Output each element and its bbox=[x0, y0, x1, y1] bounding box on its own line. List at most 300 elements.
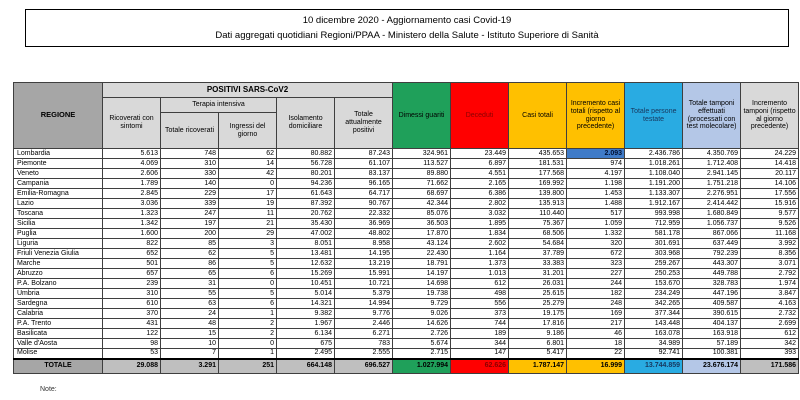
data-cell: 303.968 bbox=[625, 249, 683, 259]
total-cell: 171.586 bbox=[741, 359, 799, 374]
cell-regione: Molise bbox=[14, 349, 103, 359]
table-row bbox=[14, 229, 799, 239]
total-cell: 3.291 bbox=[161, 359, 219, 374]
data-cell: 339 bbox=[161, 199, 219, 209]
data-cell: 1.974 bbox=[741, 279, 799, 289]
data-cell: 147 bbox=[451, 349, 509, 359]
data-cell: 6.271 bbox=[335, 329, 393, 339]
data-cell: 328.783 bbox=[683, 279, 741, 289]
table-row bbox=[14, 339, 799, 349]
data-cell: 25.279 bbox=[509, 299, 567, 309]
data-cell: 2.602 bbox=[451, 239, 509, 249]
data-cell: 56.728 bbox=[277, 159, 335, 169]
data-cell: 8.051 bbox=[277, 239, 335, 249]
total-cell: 696.527 bbox=[335, 359, 393, 374]
data-cell: 4.069 bbox=[103, 159, 161, 169]
data-cell: 20.762 bbox=[277, 209, 335, 219]
data-cell: 9.026 bbox=[393, 309, 451, 319]
data-cell: 556 bbox=[451, 299, 509, 309]
data-cell: 15 bbox=[161, 329, 219, 339]
table-row bbox=[14, 159, 799, 169]
data-cell: 9.729 bbox=[393, 299, 451, 309]
table-row bbox=[14, 249, 799, 259]
data-cell: 390.615 bbox=[683, 309, 741, 319]
data-cell: 135.913 bbox=[509, 199, 567, 209]
data-cell: 163.918 bbox=[683, 329, 741, 339]
data-cell: 610 bbox=[103, 299, 161, 309]
data-cell: 2.446 bbox=[335, 319, 393, 329]
data-cell: 2.941.145 bbox=[683, 169, 741, 179]
data-cell: 33.383 bbox=[509, 259, 567, 269]
data-cell: 42.344 bbox=[393, 199, 451, 209]
data-cell: 373 bbox=[451, 309, 509, 319]
cell-regione: Emilia-Romagna bbox=[14, 189, 103, 199]
data-cell: 1.600 bbox=[103, 229, 161, 239]
data-cell: 377.344 bbox=[625, 309, 683, 319]
data-cell: 17.870 bbox=[393, 229, 451, 239]
data-cell: 748 bbox=[161, 149, 219, 159]
data-cell: 867.066 bbox=[683, 229, 741, 239]
data-cell: 19.738 bbox=[393, 289, 451, 299]
data-cell: 181.531 bbox=[509, 159, 567, 169]
data-cell: 75.367 bbox=[509, 219, 567, 229]
note-label: Note: bbox=[40, 386, 57, 393]
data-cell: 87.243 bbox=[335, 149, 393, 159]
col-header-totale-ricoverati: Totale ricoverati bbox=[161, 113, 219, 149]
col-header-tamponi: Totale tamponi effettuati (processati con test molecolare) bbox=[683, 83, 741, 149]
table-row bbox=[14, 319, 799, 329]
data-cell: 14.994 bbox=[335, 299, 393, 309]
data-cell: 9.186 bbox=[509, 329, 567, 339]
data-cell: 3.036 bbox=[103, 199, 161, 209]
data-cell: 31.201 bbox=[509, 269, 567, 279]
cell-regione: Marche bbox=[14, 259, 103, 269]
total-cell: 29.088 bbox=[103, 359, 161, 374]
cell-regione: Abruzzo bbox=[14, 269, 103, 279]
table-row bbox=[14, 289, 799, 299]
col-header-incremento-casi: Incremento casi totali (rispetto al giorno precedente) bbox=[567, 83, 625, 149]
data-cell: 1.834 bbox=[451, 229, 509, 239]
cell-regione: Sardegna bbox=[14, 299, 103, 309]
data-cell: 86 bbox=[161, 259, 219, 269]
data-cell: 64.717 bbox=[335, 189, 393, 199]
data-cell: 4.197 bbox=[567, 169, 625, 179]
cell-regione: Veneto bbox=[14, 169, 103, 179]
cell-regione: Liguria bbox=[14, 239, 103, 249]
total-cell: 16.999 bbox=[567, 359, 625, 374]
data-cell: 48 bbox=[161, 319, 219, 329]
data-cell: 53 bbox=[103, 349, 161, 359]
data-cell: 310 bbox=[103, 289, 161, 299]
data-cell: 301.691 bbox=[625, 239, 683, 249]
data-cell: 62 bbox=[219, 149, 277, 159]
data-cell: 1.342 bbox=[103, 219, 161, 229]
data-cell: 143.448 bbox=[625, 319, 683, 329]
col-header-incremento-tamponi: Incremento tamponi (rispetto al giorno precedente) bbox=[741, 83, 799, 149]
data-cell: 370 bbox=[103, 309, 161, 319]
data-cell: 320 bbox=[567, 239, 625, 249]
table-row bbox=[14, 199, 799, 209]
data-cell: 14.106 bbox=[741, 179, 799, 189]
table-row bbox=[14, 269, 799, 279]
data-cell: 675 bbox=[277, 339, 335, 349]
data-cell: 0 bbox=[219, 339, 277, 349]
data-cell: 783 bbox=[335, 339, 393, 349]
data-cell: 234.249 bbox=[625, 289, 683, 299]
data-cell: 100.381 bbox=[683, 349, 741, 359]
total-cell: 62.626 bbox=[451, 359, 509, 374]
data-cell: 1.373 bbox=[451, 259, 509, 269]
data-cell: 17.816 bbox=[509, 319, 567, 329]
data-cell: 2.495 bbox=[277, 349, 335, 359]
data-cell: 14.418 bbox=[741, 159, 799, 169]
data-cell: 80.201 bbox=[277, 169, 335, 179]
data-cell: 113.527 bbox=[393, 159, 451, 169]
cell-regione: Toscana bbox=[14, 209, 103, 219]
data-cell: 2.165 bbox=[451, 179, 509, 189]
data-cell: 24.229 bbox=[741, 149, 799, 159]
cell-regione: Lazio bbox=[14, 199, 103, 209]
cell-regione: Lombardia bbox=[14, 149, 103, 159]
data-cell: 344 bbox=[451, 339, 509, 349]
data-cell: 974 bbox=[567, 159, 625, 169]
data-cell: 122 bbox=[103, 329, 161, 339]
data-cell: 4.350.769 bbox=[683, 149, 741, 159]
data-cell: 110.440 bbox=[509, 209, 567, 219]
data-cell: 17 bbox=[219, 189, 277, 199]
data-cell: 9.577 bbox=[741, 209, 799, 219]
data-cell: 80.882 bbox=[277, 149, 335, 159]
data-cell: 3.071 bbox=[741, 259, 799, 269]
data-cell: 98 bbox=[103, 339, 161, 349]
cell-regione: Piemonte bbox=[14, 159, 103, 169]
data-cell: 5 bbox=[219, 289, 277, 299]
data-cell: 1.967 bbox=[277, 319, 335, 329]
data-cell: 14.197 bbox=[393, 269, 451, 279]
data-cell: 62 bbox=[161, 249, 219, 259]
data-cell: 36.503 bbox=[393, 219, 451, 229]
data-cell: 248 bbox=[567, 299, 625, 309]
data-cell: 447.196 bbox=[683, 289, 741, 299]
data-cell: 61.643 bbox=[277, 189, 335, 199]
data-cell: 443.307 bbox=[683, 259, 741, 269]
total-row bbox=[14, 359, 799, 374]
table-row bbox=[14, 189, 799, 199]
title-line-1: 10 dicembre 2020 - Aggiornamento casi Covid-19 bbox=[302, 14, 512, 26]
data-cell: 2.792 bbox=[741, 269, 799, 279]
data-cell: 182 bbox=[567, 289, 625, 299]
data-cell: 22.430 bbox=[393, 249, 451, 259]
data-cell: 6.897 bbox=[451, 159, 509, 169]
cell-regione: Campania bbox=[14, 179, 103, 189]
data-cell: 63 bbox=[161, 299, 219, 309]
data-cell: 57.189 bbox=[683, 339, 741, 349]
data-cell: 13.481 bbox=[277, 249, 335, 259]
data-cell: 229 bbox=[161, 189, 219, 199]
data-cell: 7 bbox=[161, 349, 219, 359]
data-cell: 1.059 bbox=[567, 219, 625, 229]
data-cell: 22 bbox=[567, 349, 625, 359]
group-header-positivi: POSITIVI SARS-CoV2 bbox=[103, 83, 393, 98]
data-cell: 239 bbox=[103, 279, 161, 289]
data-cell: 323 bbox=[567, 259, 625, 269]
data-cell: 85.076 bbox=[393, 209, 451, 219]
table-row bbox=[14, 149, 799, 159]
data-cell: 581.178 bbox=[625, 229, 683, 239]
data-cell: 83.137 bbox=[335, 169, 393, 179]
data-cell: 1.018.261 bbox=[625, 159, 683, 169]
data-cell: 12.632 bbox=[277, 259, 335, 269]
data-cell: 517 bbox=[567, 209, 625, 219]
col-header-isolamento-domiciliare: Isolamento domiciliare bbox=[277, 98, 335, 149]
data-cell: 3.992 bbox=[741, 239, 799, 249]
data-cell: 2.555 bbox=[335, 349, 393, 359]
data-cell: 5.674 bbox=[393, 339, 451, 349]
data-cell: 1.332 bbox=[567, 229, 625, 239]
data-cell: 13.219 bbox=[335, 259, 393, 269]
data-cell: 1.013 bbox=[451, 269, 509, 279]
data-cell: 2 bbox=[219, 329, 277, 339]
col-header-totale-attualmente-positivi: Totale attualmente positivi bbox=[335, 98, 393, 149]
data-cell: 10.721 bbox=[335, 279, 393, 289]
data-cell: 5.417 bbox=[509, 349, 567, 359]
data-cell: 189 bbox=[451, 329, 509, 339]
data-cell: 672 bbox=[567, 249, 625, 259]
data-cell: 3 bbox=[219, 239, 277, 249]
data-cell: 0 bbox=[219, 279, 277, 289]
data-cell: 2.436.786 bbox=[625, 149, 683, 159]
data-cell: 19.175 bbox=[509, 309, 567, 319]
data-cell: 46 bbox=[567, 329, 625, 339]
data-cell: 6 bbox=[219, 269, 277, 279]
data-cell: 2.606 bbox=[103, 169, 161, 179]
cell-regione: Calabria bbox=[14, 309, 103, 319]
data-cell: 37.789 bbox=[509, 249, 567, 259]
data-cell: 330 bbox=[161, 169, 219, 179]
data-cell: 3.847 bbox=[741, 289, 799, 299]
total-label: TOTALE bbox=[14, 359, 103, 374]
group-header-terapia-intensiva: Terapia intensiva bbox=[161, 98, 277, 113]
data-cell: 657 bbox=[103, 269, 161, 279]
data-cell: 2.276.951 bbox=[683, 189, 741, 199]
data-cell: 6.801 bbox=[509, 339, 567, 349]
data-cell: 431 bbox=[103, 319, 161, 329]
data-cell: 1.056.737 bbox=[683, 219, 741, 229]
total-cell: 251 bbox=[219, 359, 277, 374]
data-cell: 36.969 bbox=[335, 219, 393, 229]
col-header-persone-testate: Totale persone testate bbox=[625, 83, 683, 149]
data-cell: 244 bbox=[567, 279, 625, 289]
data-cell: 822 bbox=[103, 239, 161, 249]
data-cell: 68.697 bbox=[393, 189, 451, 199]
data-cell: 1.488 bbox=[567, 199, 625, 209]
data-cell: 94.236 bbox=[277, 179, 335, 189]
table-row bbox=[14, 209, 799, 219]
data-cell: 310 bbox=[161, 159, 219, 169]
selected-cell: 2.093 bbox=[567, 149, 625, 159]
data-cell: 342.265 bbox=[625, 299, 683, 309]
data-cell: 5.014 bbox=[277, 289, 335, 299]
data-cell: 227 bbox=[567, 269, 625, 279]
data-cell: 17.556 bbox=[741, 189, 799, 199]
data-cell: 1.712.408 bbox=[683, 159, 741, 169]
data-cell: 22.332 bbox=[335, 209, 393, 219]
data-cell: 35.430 bbox=[277, 219, 335, 229]
data-cell: 85 bbox=[161, 239, 219, 249]
data-cell: 20.117 bbox=[741, 169, 799, 179]
data-cell: 90.767 bbox=[335, 199, 393, 209]
data-cell: 43.124 bbox=[393, 239, 451, 249]
data-cell: 0 bbox=[219, 179, 277, 189]
data-cell: 1.191.200 bbox=[625, 179, 683, 189]
title-box bbox=[25, 9, 789, 47]
data-cell: 5 bbox=[219, 259, 277, 269]
table-row bbox=[14, 349, 799, 359]
data-cell: 15.916 bbox=[741, 199, 799, 209]
data-cell: 139.800 bbox=[509, 189, 567, 199]
data-cell: 1.133.307 bbox=[625, 189, 683, 199]
data-cell: 393 bbox=[741, 349, 799, 359]
data-cell: 5.613 bbox=[103, 149, 161, 159]
data-cell: 10 bbox=[161, 339, 219, 349]
data-cell: 19 bbox=[219, 199, 277, 209]
data-cell: 4.551 bbox=[451, 169, 509, 179]
data-cell: 2.732 bbox=[741, 309, 799, 319]
data-cell: 342 bbox=[741, 339, 799, 349]
data-cell: 1.789 bbox=[103, 179, 161, 189]
data-cell: 169 bbox=[567, 309, 625, 319]
cell-regione: Puglia bbox=[14, 229, 103, 239]
data-cell: 612 bbox=[741, 329, 799, 339]
data-cell: 89.880 bbox=[393, 169, 451, 179]
total-cell: 1.027.994 bbox=[393, 359, 451, 374]
table-row bbox=[14, 239, 799, 249]
data-cell: 55 bbox=[161, 289, 219, 299]
data-cell: 435.653 bbox=[509, 149, 567, 159]
data-cell: 6.134 bbox=[277, 329, 335, 339]
data-cell: 409.587 bbox=[683, 299, 741, 309]
data-cell: 25.615 bbox=[509, 289, 567, 299]
data-cell: 96.165 bbox=[335, 179, 393, 189]
data-cell: 1.895 bbox=[451, 219, 509, 229]
data-cell: 1.751.218 bbox=[683, 179, 741, 189]
cell-regione: Valle d'Aosta bbox=[14, 339, 103, 349]
data-cell: 250.253 bbox=[625, 269, 683, 279]
data-cell: 247 bbox=[161, 209, 219, 219]
data-cell: 1.912.167 bbox=[625, 199, 683, 209]
title-line-2: Dati aggregati quotidiani Regioni/PPAA - Ministero della Salute - Istituto Superiore di Sanità bbox=[215, 30, 599, 42]
total-cell: 23.676.174 bbox=[683, 359, 741, 374]
data-cell: 177.568 bbox=[509, 169, 567, 179]
data-cell: 140 bbox=[161, 179, 219, 189]
data-cell: 14 bbox=[219, 159, 277, 169]
data-cell: 1.680.849 bbox=[683, 209, 741, 219]
data-cell: 197 bbox=[161, 219, 219, 229]
data-cell: 48.802 bbox=[335, 229, 393, 239]
data-cell: 259.267 bbox=[625, 259, 683, 269]
data-cell: 2.699 bbox=[741, 319, 799, 329]
data-cell: 8.356 bbox=[741, 249, 799, 259]
data-cell: 47.002 bbox=[277, 229, 335, 239]
data-cell: 87.392 bbox=[277, 199, 335, 209]
table-row bbox=[14, 219, 799, 229]
cell-regione: Friuli Venezia Giulia bbox=[14, 249, 103, 259]
data-cell: 9.526 bbox=[741, 219, 799, 229]
data-cell: 9.382 bbox=[277, 309, 335, 319]
data-cell: 23.449 bbox=[451, 149, 509, 159]
table-row bbox=[14, 309, 799, 319]
table-row bbox=[14, 259, 799, 269]
data-cell: 498 bbox=[451, 289, 509, 299]
data-cell: 24 bbox=[161, 309, 219, 319]
data-cell: 1.198 bbox=[567, 179, 625, 189]
cell-regione: P.A. Trento bbox=[14, 319, 103, 329]
data-cell: 5 bbox=[219, 249, 277, 259]
cell-regione: Sicilia bbox=[14, 219, 103, 229]
data-cell: 153.670 bbox=[625, 279, 683, 289]
data-cell: 15.269 bbox=[277, 269, 335, 279]
data-cell: 68.506 bbox=[509, 229, 567, 239]
data-cell: 324.961 bbox=[393, 149, 451, 159]
table-body bbox=[14, 149, 799, 359]
data-cell: 1.164 bbox=[451, 249, 509, 259]
data-cell: 449.788 bbox=[683, 269, 741, 279]
table-row bbox=[14, 329, 799, 339]
data-cell: 2.845 bbox=[103, 189, 161, 199]
data-cell: 65 bbox=[161, 269, 219, 279]
data-cell: 637.449 bbox=[683, 239, 741, 249]
data-cell: 92.741 bbox=[625, 349, 683, 359]
col-header-ingressi-del-giorno: Ingressi del giorno bbox=[219, 113, 277, 149]
data-cell: 2.726 bbox=[393, 329, 451, 339]
data-cell: 15.991 bbox=[335, 269, 393, 279]
data-cell: 11 bbox=[219, 209, 277, 219]
table-row bbox=[14, 169, 799, 179]
covid-data-table bbox=[13, 82, 799, 374]
col-header-ricoverati-con-sintomi: Ricoverati con sintomi bbox=[103, 98, 161, 149]
data-cell: 1.453 bbox=[567, 189, 625, 199]
data-cell: 200 bbox=[161, 229, 219, 239]
data-cell: 42 bbox=[219, 169, 277, 179]
data-cell: 14.195 bbox=[335, 249, 393, 259]
data-cell: 1 bbox=[219, 349, 277, 359]
table-row bbox=[14, 279, 799, 289]
data-cell: 21 bbox=[219, 219, 277, 229]
data-cell: 71.662 bbox=[393, 179, 451, 189]
data-cell: 993.998 bbox=[625, 209, 683, 219]
data-cell: 501 bbox=[103, 259, 161, 269]
table-row bbox=[14, 179, 799, 189]
data-cell: 8.958 bbox=[335, 239, 393, 249]
data-cell: 2.414.442 bbox=[683, 199, 741, 209]
col-header-casi-totali: Casi totali bbox=[509, 83, 567, 149]
data-cell: 31 bbox=[161, 279, 219, 289]
data-cell: 2.715 bbox=[393, 349, 451, 359]
data-cell: 14.321 bbox=[277, 299, 335, 309]
data-cell: 744 bbox=[451, 319, 509, 329]
data-cell: 9.776 bbox=[335, 309, 393, 319]
data-cell: 14.626 bbox=[393, 319, 451, 329]
data-cell: 34.989 bbox=[625, 339, 683, 349]
data-cell: 3.032 bbox=[451, 209, 509, 219]
data-cell: 29 bbox=[219, 229, 277, 239]
cell-regione: P.A. Bolzano bbox=[14, 279, 103, 289]
data-cell: 217 bbox=[567, 319, 625, 329]
col-header-dimessi-guariti: Dimessi guariti bbox=[393, 83, 451, 149]
data-cell: 26.031 bbox=[509, 279, 567, 289]
data-cell: 18 bbox=[567, 339, 625, 349]
data-cell: 18.791 bbox=[393, 259, 451, 269]
